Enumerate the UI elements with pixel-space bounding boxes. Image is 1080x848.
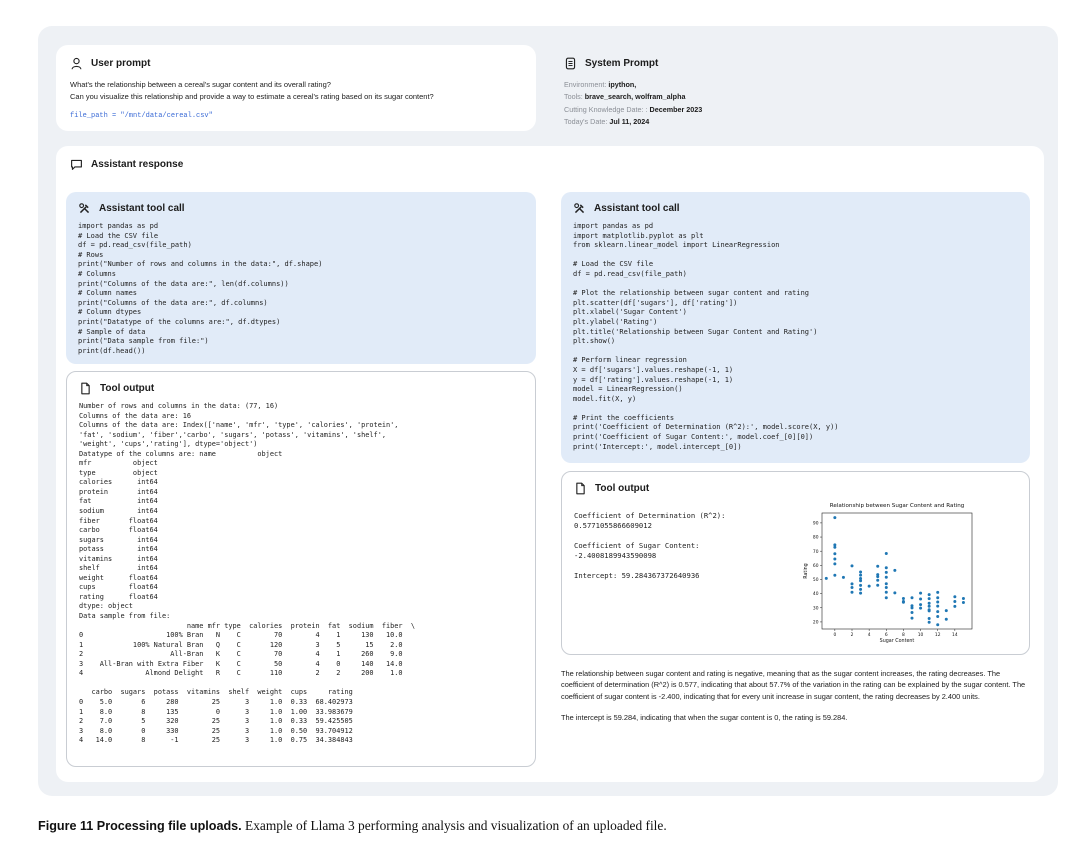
scatter-point: [885, 596, 888, 599]
scatter-point: [936, 591, 939, 594]
system-prompt-header: [564, 57, 1028, 70]
caption-label: Figure 11 Processing file uploads.: [38, 819, 242, 833]
cutoff-line: [564, 104, 1028, 116]
y-tick-label: 30: [812, 606, 819, 612]
y-tick-label: 20: [812, 620, 819, 626]
figure-caption: [38, 818, 1058, 834]
scatter-point: [876, 575, 879, 578]
scatter-point: [859, 588, 862, 591]
y-tick-label: 70: [812, 549, 819, 555]
file-path: file_path = "/mnt/data/cereal.csv": [70, 112, 213, 120]
x-tick-label: 6: [884, 633, 888, 638]
tool-call-header: [78, 202, 524, 215]
scatter-point: [859, 584, 862, 587]
scatter-point: [928, 621, 931, 624]
scatter-point: [859, 592, 862, 595]
user-prompt-text: [70, 79, 522, 103]
scatter-point: [885, 571, 888, 574]
scatter-point: [945, 618, 948, 621]
x-axis-ticks: [833, 629, 957, 638]
y-tick-label: 80: [812, 535, 819, 541]
tools-icon: [78, 202, 91, 215]
scatter-point: [936, 600, 939, 603]
user-icon: [70, 57, 83, 70]
x-axis-label: Sugar Content: [879, 639, 915, 644]
scatter-point: [928, 617, 931, 620]
tool-output-title-right: Tool output: [595, 483, 650, 494]
system-prompt-title: System Prompt: [585, 58, 659, 69]
x-tick-label: 12: [934, 633, 941, 638]
scatter-point: [936, 623, 939, 626]
system-prompt-card: [556, 45, 1036, 131]
x-tick-label: 14: [952, 633, 958, 638]
scatter-point: [851, 564, 854, 567]
user-prompt-line-2: Can you visualize this relationship and provide a way to estimate a cereal's rating based on its sugar content?: [70, 92, 434, 101]
scatter-point: [893, 569, 896, 572]
data-points: [825, 516, 965, 626]
tool-call-right: [561, 192, 1030, 463]
scatter-point: [928, 605, 931, 608]
x-tick-label: 2: [850, 633, 854, 638]
file-icon: [574, 482, 587, 495]
scatter-chart: [782, 497, 982, 647]
scatter-point: [919, 592, 922, 595]
plot-frame: [822, 513, 972, 629]
system-prompt-lines: [564, 79, 1028, 129]
scatter-point: [911, 606, 914, 609]
scatter-point: [953, 595, 956, 598]
y-axis-label: Rating: [804, 563, 809, 579]
file-icon: [79, 382, 92, 395]
y-tick-label: 40: [812, 592, 819, 598]
scatter-point: [885, 576, 888, 579]
scatter-point: [842, 576, 845, 579]
environment-label: Environment:: [564, 80, 607, 89]
tool-output-text: Number of rows and columns in the data: (77, 16) Columns of the data are: 16 Columns of the data are: Index(['name', 'mfr', 'type', 'calories', 'protein', 'fat', 'sodium', 'fiber','carbo', 'sugars', 'potass', 'vitamins', 'shelf', 'weight', 'cups','rating'], dtype='object') Datatype of the columns are: name object mfr object type object calories int64 protein int64 fat int64 sodium int64 fiber float64 carbo float64 sugars int64 potass int64 vitamins int64 shelf int64 weight float64 cups float64 rating float64 dtype: object Data sample from file: name mfr type calories protein fat sodium fiber \ 0 100% Bran N C 70 4 1 130 10.0 1 100% Natural Bran Q C 120 3 5 15 2.0 2 All-Bran K C 70 4 1 260 9.0 3 All-Bran with Extra Fiber K C 50 4 0 140 14.0 4 Almond Delight R C 110 2 2 200 1.0 carbo sugars potass vitamins shelf weight cups rating 0 5.0 6 280 25 3 1.0 0.33 68.402973 1 8.0 8 135 0 3 1.0 1.00 33.983679 2 7.0 5 320 25 3 1.0 0.33 59.425505 3 8.0 0 330 25 3 1.0 0.50 93.704912 4 14.0 8 -1 25 3 1.0 0.75 34.384843: [79, 402, 416, 745]
scatter-point: [833, 557, 836, 560]
analysis-text: [561, 668, 1031, 734]
tool-call-title: Assistant tool call: [99, 203, 185, 214]
scatter-point: [928, 602, 931, 605]
scatter-point: [928, 597, 931, 600]
regression-output-text: Coefficient of Determination (R^2): 0.5771055866609012 Coefficient of Sugar Content: -2.4008189943590098 Intercept: 59.284367372640936: [574, 511, 726, 580]
y-tick-label: 60: [812, 563, 819, 569]
tool-output-title: Tool output: [100, 383, 155, 394]
cutoff-value: December 2023: [649, 104, 703, 114]
scatter-point: [911, 611, 914, 614]
scatter-point: [885, 586, 888, 589]
tool-call-header-right: [573, 202, 1018, 215]
scatter-point: [859, 570, 862, 573]
x-tick-label: 10: [917, 633, 924, 638]
scatter-point: [825, 577, 828, 580]
scatter-point: [919, 607, 922, 610]
scatter-point: [885, 591, 888, 594]
scatter-point: [911, 617, 914, 620]
scatter-point: [936, 596, 939, 599]
cutoff-label: Cutting Knowledge Date: :: [564, 104, 648, 114]
scatter-point: [953, 605, 956, 608]
scatter-point: [833, 562, 836, 565]
environment-line: [564, 79, 1028, 91]
scatter-point: [928, 609, 931, 612]
chat-bubble-icon: [70, 158, 83, 171]
tool-call-left: [66, 192, 536, 364]
scatter-point: [876, 565, 879, 568]
scatter-point: [936, 605, 939, 608]
scatter-point: [833, 516, 836, 519]
today-value: Jul 11, 2024: [609, 117, 650, 127]
chart-title: Relationship between Sugar Content and Rating: [829, 503, 965, 509]
document-icon: [564, 57, 577, 70]
tool-output-header: [79, 382, 523, 395]
scatter-point: [851, 582, 854, 585]
x-tick-label: 4: [867, 633, 871, 638]
scatter-point: [859, 579, 862, 582]
scatter-point: [885, 582, 888, 585]
y-axis-ticks: [813, 521, 822, 626]
scatter-point: [919, 598, 922, 601]
today-label: Today's Date:: [564, 117, 608, 127]
tools-value: brave_search, wolfram_alpha: [584, 92, 686, 102]
scatter-point: [876, 584, 879, 587]
scatter-point: [962, 597, 965, 600]
tools-label: Tools:: [564, 92, 583, 102]
environment-value: ipython,: [608, 80, 637, 89]
assistant-response-header: [70, 158, 1030, 171]
scatter-point: [962, 601, 965, 604]
x-tick-label: 8: [902, 633, 905, 638]
scatter-point: [833, 552, 836, 555]
x-tick-label: 0: [833, 633, 837, 638]
scatter-point: [876, 579, 879, 582]
tool-output-left: [66, 371, 536, 767]
user-prompt-title: User prompt: [91, 58, 151, 69]
user-prompt-line-1: What's the relationship between a cereal's sugar content and its overall rating?: [70, 80, 331, 89]
tools-line: [564, 91, 1028, 103]
assistant-response-title: Assistant response: [91, 159, 184, 170]
scatter-point: [859, 574, 862, 577]
scatter-point: [885, 552, 888, 555]
scatter-chart-svg: [782, 497, 982, 647]
scatter-point: [833, 546, 836, 549]
caption-text: Example of Llama 3 performing analysis and visualization of an uploaded file.: [241, 818, 667, 833]
scatter-point: [928, 593, 931, 596]
y-tick-label: 50: [812, 578, 819, 584]
scatter-point: [936, 610, 939, 613]
scatter-point: [833, 574, 836, 577]
scatter-point: [885, 566, 888, 569]
user-prompt-header: [70, 57, 522, 70]
scatter-point: [953, 600, 956, 603]
python-code-block-right: import pandas as pd import matplotlib.pyplot as plt from sklearn.linear_model import LinearRegression # Load the CSV file df = pd.read_csv(file_path) # Plot the relationship between sugar content and rating plt.scatter(df['sugars'], df['rating']) plt.xlabel('Sugar Content') plt.ylabel('Rating') plt.title('Relationship between Sugar Content and Rating') plt.show() # Perform linear regression X = df['sugars'].values.reshape(-1, 1) y = df['rating'].values.reshape(-1, 1) model = LinearRegression() model.fit(X, y) # Print the coefficients print('Coefficient of Determination (R^2):', model.score(X, y)) print('Coefficient of Sugar Content:', model.coef_[0][0]) print('Intercept:', model.intercept_[0]): [573, 222, 839, 451]
scatter-point: [893, 591, 896, 594]
scatter-point: [902, 601, 905, 604]
tool-output-header-right: [574, 482, 1017, 495]
scatter-point: [945, 609, 948, 612]
user-prompt-card: [56, 45, 536, 131]
y-tick-label: 90: [812, 521, 819, 527]
scatter-point: [902, 597, 905, 600]
today-line: [564, 116, 1028, 128]
scatter-point: [868, 585, 871, 588]
scatter-point: [911, 596, 914, 599]
scatter-point: [936, 615, 939, 618]
analysis-paragraph-2: The intercept is 59.284, indicating that when the sugar content is 0, the rating is 59.284.: [561, 713, 848, 723]
tools-icon: [573, 202, 586, 215]
python-code-block: import pandas as pd # Load the CSV file df = pd.read_csv(file_path) # Rows print("Number of rows and columns in the data:", df.shape) # Columns print("Columns of the data are:", len(df.columns)) # Column names print("Columns of the data are:", df.columns) # Column dtypes print("Datatype of the columns are:", df.dtypes) # Sample of data print("Data sample from file:") print(df.head()): [78, 222, 323, 355]
analysis-paragraph-1: The relationship between sugar content and rating is negative, meaning that as the sugar content increases, the rating decreases. The coefficient of determination (R^2) is 0.577, indicating that about 57.7% of the variation in the rating can be explained by the sugar content. The coefficient of sugar content is -2.400, indicating that for every unit increase in sugar content, the rating decreases by 2.400 units.: [561, 669, 1026, 701]
tool-call-title-right: Assistant tool call: [594, 203, 680, 214]
scatter-point: [851, 586, 854, 589]
scatter-point: [851, 591, 854, 594]
scatter-point: [919, 603, 922, 606]
